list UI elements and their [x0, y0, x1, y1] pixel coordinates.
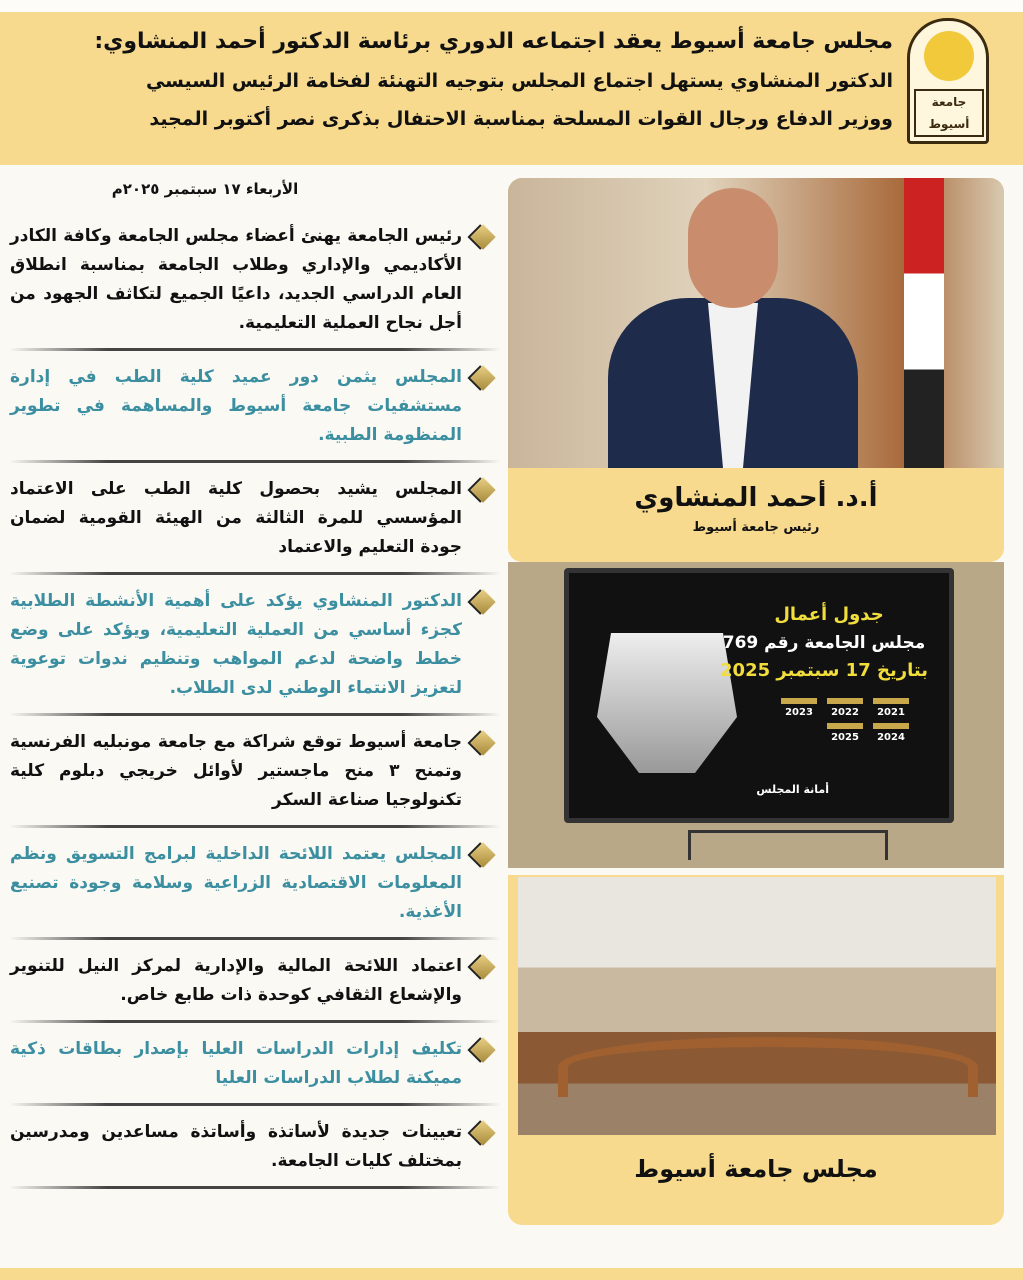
screen-council-number: مجلس الجامعة رقم 769 [722, 633, 926, 653]
diamond-bullet-icon [470, 224, 495, 249]
bullet-item [10, 728, 500, 828]
book-year: 2025 [827, 723, 863, 744]
diamond-bullet-icon [470, 842, 495, 867]
screen-date: بتاريخ 17 سبتمبر 2025 [720, 660, 928, 681]
agenda-screen-photo [508, 562, 1004, 868]
book-year: 2023 [781, 698, 817, 719]
bullet-text: المجلس يعتمد اللائحة الداخلية لبرامج التسويق ونظم المعلومات الاقتصادية الزراعية وسلامة وجودة تصنيع الأغذية. [10, 844, 462, 922]
book-year: 2024 [873, 723, 909, 744]
president-photo [508, 178, 1004, 468]
bullet-text: اعتماد اللائحة المالية والإدارية لمركز النيل للتنوير والإشعاع الثقافي كوحدة ذات طابع خاص. [10, 956, 462, 1005]
bullet-text: جامعة أسيوط توقع شراكة مع جامعة مونبليه الفرنسية وتمنح ٣ منح ماجستير لأوائل خريجي دبلوم كلية تكنولوجيا صناعة السكر [10, 732, 462, 810]
bullet-item [10, 363, 500, 463]
book-year: 2022 [827, 698, 863, 719]
bullet-item [10, 952, 500, 1023]
header-banner [0, 12, 1023, 165]
subheadline-1: الدكتور المنشاوي يستهل اجتماع المجلس بتوجيه التهنئة لفخامة الرئيس السيسي [145, 70, 893, 92]
headline: مجلس جامعة أسيوط يعقد اجتماعه الدوري برئاسة الدكتور أحمد المنشاوي: [94, 29, 893, 54]
screen-title: جدول أعمال [774, 604, 884, 625]
bullet-list [10, 222, 500, 1201]
bullet-text: المجلس يشيد بحصول كلية الطب على الاعتماد المؤسسي للمرة الثالثة من الهيئة القومية لضمان جودة التعليم والاعتماد [10, 479, 462, 557]
bullet-text: رئيس الجامعة يهنئ أعضاء مجلس الجامعة وكافة الكادر الأكاديمي والإداري وطلاب الجامعة بمناسبة انطلاق العام الدراسي الجديد، داعيًا الجميع لتكاثف الجهود من أجل نجاح العملية التعليمية. [10, 226, 462, 333]
council-meeting-photo [518, 877, 996, 1135]
diamond-bullet-icon [470, 730, 495, 755]
council-panel [508, 875, 1004, 1225]
egypt-flag [904, 178, 944, 468]
diamond-bullet-icon [470, 954, 495, 979]
bullet-text: تعيينات جديدة لأساتذة وأساتذة مساعدين ومدرسين بمختلف كليات الجامعة. [10, 1122, 462, 1171]
book-year: 2021 [873, 698, 909, 719]
diamond-bullet-icon [470, 1037, 495, 1062]
bullet-item [10, 587, 500, 716]
diamond-bullet-icon [470, 1120, 495, 1145]
subheadline-2: ووزير الدفاع ورجال القوات المسلحة بمناسبة الاحتفال بذكرى نصر أكتوبر المجيد [149, 108, 893, 130]
bullet-item [10, 1118, 500, 1189]
bullet-text: الدكتور المنشاوي يؤكد على أهمية الأنشطة الطلابية كجزء أساسي من العملية التعليمية، ويؤكد على وضع خطط واضحة لدعم المواهب وتنظيم ندوات توعوية لتعزيز الانتماء الوطني لدى الطلاب. [10, 591, 462, 698]
bullet-item [10, 475, 500, 575]
university-logo [907, 18, 989, 144]
bottom-bar [0, 1268, 1023, 1280]
agenda-screen [564, 568, 954, 823]
bullet-text: تكليف إدارات الدراسات العليا بإصدار بطاقات ذكية مميكنة لطلاب الدراسات العليا [10, 1039, 462, 1088]
bullet-item [10, 840, 500, 940]
date: الأربعاء ١٧ سبتمبر ٢٠٢٥م [111, 180, 299, 198]
president-role: رئيس جامعة أسيوط [692, 520, 820, 535]
bullet-item [10, 222, 500, 351]
diamond-bullet-icon [470, 365, 495, 390]
top-strip [0, 0, 1023, 12]
president-panel [508, 178, 1004, 562]
logo-text: جامعة أسيوط [914, 89, 984, 137]
sun-icon [924, 31, 974, 81]
screen-stand [688, 830, 888, 860]
meeting-table [558, 1037, 978, 1097]
diamond-bullet-icon [470, 589, 495, 614]
diamond-bullet-icon [470, 477, 495, 502]
president-name: أ.د. أحمد المنشاوي [634, 483, 878, 513]
person-figure [608, 188, 848, 468]
bullet-item [10, 1035, 500, 1106]
bullet-text: المجلس يثمن دور عميد كلية الطب في إدارة مستشفيات جامعة أسيوط والمساهمة في تطوير المنظومة الطبية. [10, 367, 462, 445]
council-caption: مجلس جامعة أسيوط [634, 1155, 878, 1183]
screen-footer: أمانة المجلس [756, 783, 829, 796]
